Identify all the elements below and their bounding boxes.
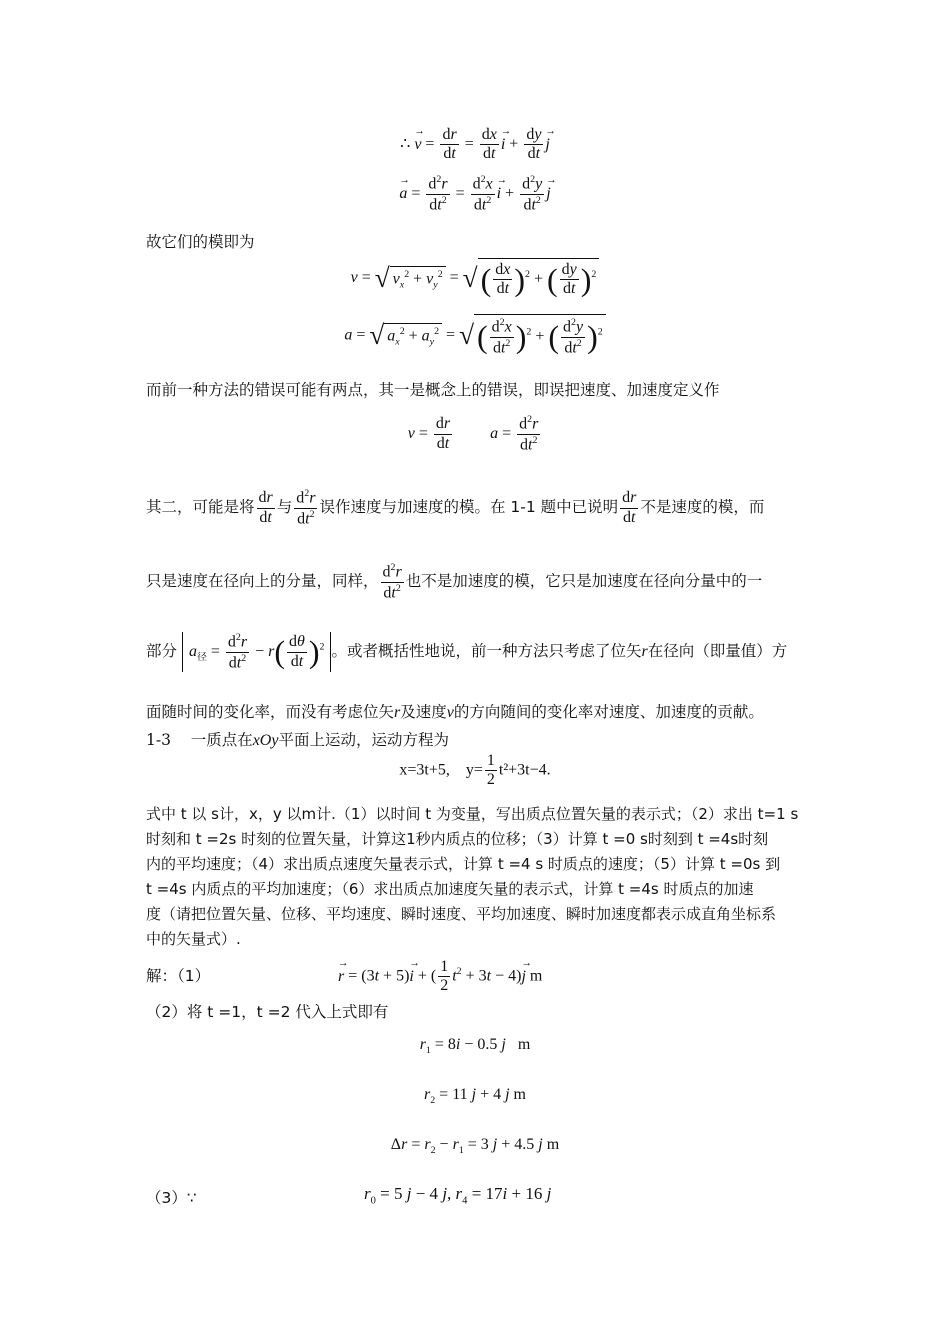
- problem-plane: xOy: [252, 732, 279, 749]
- a-sub-label: 径: [196, 652, 207, 664]
- problem-number: 1-3: [146, 731, 171, 749]
- text-error-intro: 而前一种方法的错误可能有两点，其一是概念上的错误，即误把速度、加速度定义作: [146, 381, 720, 399]
- solution-step-3: （3）∵: [146, 1189, 197, 1207]
- p5-text-3: 在径向（即量值）方: [647, 642, 788, 661]
- p3-text-2: 与: [276, 498, 293, 517]
- solution-label: 解：（1）: [146, 967, 211, 985]
- r1-equation: $r_1 = 8i - 0.5$ j m: [419, 1036, 531, 1057]
- eq-y-left: y=: [465, 761, 483, 779]
- text-moduli-intro: 故它们的模即为: [146, 233, 255, 251]
- problem-heading: [146, 728, 449, 750]
- velocity-modulus-equation: v = √ $v_x^2 + v_y^2$ = √( $\frac{dx}{dt}$ )$^2$ + ( $\frac{dy}{dt}$ )$^2$: [0, 258, 950, 299]
- p3-text-3: 误作速度与加速度的模。在 1-1 题中已说明: [319, 498, 619, 517]
- p6-text-3: 的方向随间的变化率对速度、加速度的贡献。: [453, 703, 764, 721]
- a-label: a: [188, 642, 197, 660]
- problem-statement-a: 一质点在: [190, 731, 253, 749]
- solution-step-2: （2）将 t =1，t =2 代入上式即有: [146, 1003, 389, 1021]
- problem-line: 内的平均速度；（4）求出质点速度矢量表示式，计算 t =4 s 时质点的速度；（5）计算 t =0s 到: [146, 855, 781, 873]
- p6-text-2: 及速度: [400, 703, 447, 721]
- problem-statement-b: 平面上运动，运动方程为: [278, 731, 449, 749]
- radial-acceleration-formula: $a_径$ = $\frac{d^2r}{dt^2}$ − r( $\frac{d\theta}{dt}$ )$^2$: [182, 632, 332, 672]
- p5-text-2: 。或者概括性地说，前一种方法只考虑了位矢: [331, 642, 642, 661]
- paragraph-direction-change: [146, 700, 764, 722]
- p3-text-4: 不是速度的模，而: [640, 498, 765, 517]
- p6-r: r: [394, 704, 401, 721]
- problem-body: [146, 802, 798, 952]
- displacement-equation: $\Delta r = r_2 - r_1 = 3$ j + 4.5 j m: [390, 1136, 560, 1157]
- eq-x: x=3t+5,: [399, 761, 450, 779]
- problem-line: 式中 t 以 s计，x，y 以m计.（1）以时间 t 为变量，写出质点位置矢量的表示式；（2）求出 t=1 s: [146, 805, 799, 823]
- paragraph-second-error: 其二，可能是将 $\frac{dr}{dt}$ 与 $\frac{d^2r}{dt^2}$ 误作速度与加速度的模。在 1-1 题中已说明 $\frac{dr}{dt}$ 不是速度的模，而: [146, 488, 765, 528]
- p4-text-2: 也不是加速度的模，它只是加速度在径向分量中的一: [405, 572, 763, 591]
- problem-line: 度（请把位置矢量、位移、平均速度、瞬时速度、平均加速度、瞬时加速度都表示成直角坐标系: [146, 905, 777, 923]
- p5-r: r: [641, 643, 648, 661]
- paragraph-radial-component: 只是速度在径向上的分量，同样， $\frac{d^2r}{dt^2}$ 也不是加速度的模，它只是加速度在径向分量中的一: [146, 562, 763, 602]
- paragraph-radial-acceleration: [146, 632, 787, 672]
- p4-text-1: 只是速度在径向上的分量，同样，: [146, 572, 379, 591]
- velocity-equation: ∴ → v = $\frac{dr}{dt}$ = $\frac{dx}{dt}$ → i + $\frac{dy}{dt}$ → j: [0, 126, 950, 164]
- wrong-definition-equation: v = $\frac{dr}{dt}$ a = $\frac{d^2r}{dt^2}$: [407, 414, 539, 454]
- problem-line: 中的矢量式）.: [146, 930, 241, 948]
- half-num: 1: [485, 752, 497, 771]
- position-vector-equation: → r = (3t + 5)→ i + ( $\frac{1}{2}$ $t^2 + 3t - 4)\to j$ m: [338, 958, 542, 996]
- problem-line: t =4s 内质点的平均加速度；（6）求出质点加速度矢量的表示式，计算 t =4s 时质点的加速: [146, 880, 754, 898]
- problem-line: 时刻和 t =2s 时刻的位置矢量，计算这1秒内质点的位移；（3）计算 t =0 s时刻到 t =4s时刻: [146, 830, 769, 848]
- p5-text-1: 部分: [146, 642, 178, 661]
- r0-r4-equation: $r_0 = 5$ j − 4 j, $r_4 = 17i + 16$ j: [364, 1184, 552, 1207]
- acceleration-equation: → a = $\frac{d^2r}{dt^2}$ = $\frac{d^2x}{dt^2}$ → i + $\frac{d^2y}{dt^2}$ → j: [0, 174, 950, 214]
- half-den: 2: [486, 771, 495, 789]
- p3-text-1: 其二，可能是将: [146, 498, 255, 517]
- acceleration-modulus-equation: a = √ $a_x^2 + a_y^2$ = √( $\frac{d^2x}{dt^2}$ )$^2$ + ( $\frac{d^2y}{dt^2}$ )$^2$: [0, 314, 950, 357]
- motion-equation: [0, 752, 950, 790]
- p6-text-1: 面随时间的变化率，而没有考虑位矢: [146, 703, 395, 721]
- p6-v: v: [446, 704, 454, 721]
- eq-y-right: t²+3t−4.: [498, 761, 551, 779]
- r2-equation: $r_2 = 11$ j + 4 j m: [423, 1086, 526, 1107]
